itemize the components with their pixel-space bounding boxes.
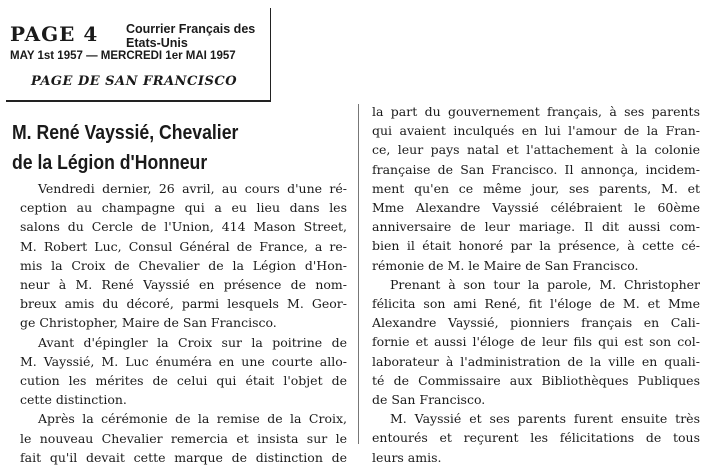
text-line: Vendredi dernier, 26 avril, au cours d'une ré-	[38, 181, 347, 196]
headline-line-2: de la Légion d'Honneur	[12, 151, 208, 174]
text-line: mis la Croix de Chevalier de la Légion d'Hon-	[20, 257, 347, 273]
text-line: Prenant à son tour la parole, M. Christopher	[390, 276, 700, 292]
column-rule	[358, 104, 359, 444]
date-line: MAY 1st 1957 — MERCREDI 1er MAI 1957	[10, 50, 236, 62]
text-line: fait qu'il devait cette marque de distinction de	[20, 449, 347, 465]
text-line: leurs amis.	[372, 449, 442, 465]
article-headline	[12, 118, 296, 178]
text-line: le nouveau Chevalier remercia et insista sur le	[20, 430, 347, 446]
text-line: rémonie de M. le Maire de San Francisco.	[372, 257, 639, 273]
text-line: ge Christopher, Maire de San Francisco.	[20, 315, 277, 331]
text-line: M. Robert Luc, Consul Général de France, a re-	[20, 238, 347, 254]
text-line: cette distinction.	[20, 392, 127, 408]
text-line: té de Commissaire aux Bibliothèques Publiques	[372, 372, 700, 388]
text-line: laborateur à l'administration de la ville en quali-	[372, 353, 700, 369]
text-line: breux amis du décoré, parmi lesquels M. Geor-	[20, 296, 347, 312]
text-line: Avant d'épingler la Croix sur la poitrine de	[38, 334, 347, 350]
text-line: ception au champagne qui a eu lieu dans les	[20, 200, 347, 216]
text-line: ment qu'en ce même jour, ses parents, M. et	[372, 180, 700, 196]
text-line: ce, leur pays natal et l'attachement à la colonie	[372, 142, 700, 158]
text-line: anniversaire de leur mariage. Il dit aussi com-	[372, 219, 700, 235]
headline-line-1: M. René Vayssié, Chevalier	[12, 121, 239, 144]
text-line: cution les mérites de celui qui était l'objet de	[20, 373, 347, 389]
article-column-right	[372, 102, 700, 467]
page-number: PAGE 4	[10, 22, 99, 46]
text-line: Après la cérémonie de la remise de la Croix,	[38, 411, 347, 427]
text-line: de San Francisco.	[372, 392, 486, 408]
text-line: qui avaient inculqués en lui l'amour de la Fran-	[372, 123, 700, 139]
article-column-left	[20, 179, 347, 467]
text-line: bien il était honoré par la présence, à cette cé-	[372, 238, 700, 254]
section-title: PAGE DE SAN FRANCISCO	[31, 74, 238, 89]
text-line: la part du gouvernement français, à ses parents	[372, 104, 700, 119]
text-line: française de San Francisco. Il annonça, incidem-	[372, 161, 700, 177]
text-line: M. Vayssié et ses parents furent ensuite très	[390, 411, 700, 427]
text-line: Alexandre Vayssié, pionniers français en Cali-	[372, 315, 700, 331]
text-line: fornie et aussi l'éloge de leur fils qui est son col-	[372, 334, 700, 350]
masthead	[6, 8, 271, 102]
text-line: salons du Cercle de l'Union, 414 Mason Street,	[20, 219, 347, 235]
publication-name: Courrier Français des Etats-Unis	[126, 22, 256, 50]
text-line: neur à M. René Vayssié en présence de nom-	[20, 277, 347, 293]
text-line: M. Vayssié, M. Luc énuméra en une courte allo-	[20, 353, 347, 369]
text-line: entourés et reçurent les félicitations de tous	[372, 430, 700, 446]
text-line: félicita son ami René, fit l'éloge de M. et Mme	[372, 296, 700, 312]
text-line: Mme Alexandre Vayssié célébraient le 60ème	[372, 200, 700, 216]
